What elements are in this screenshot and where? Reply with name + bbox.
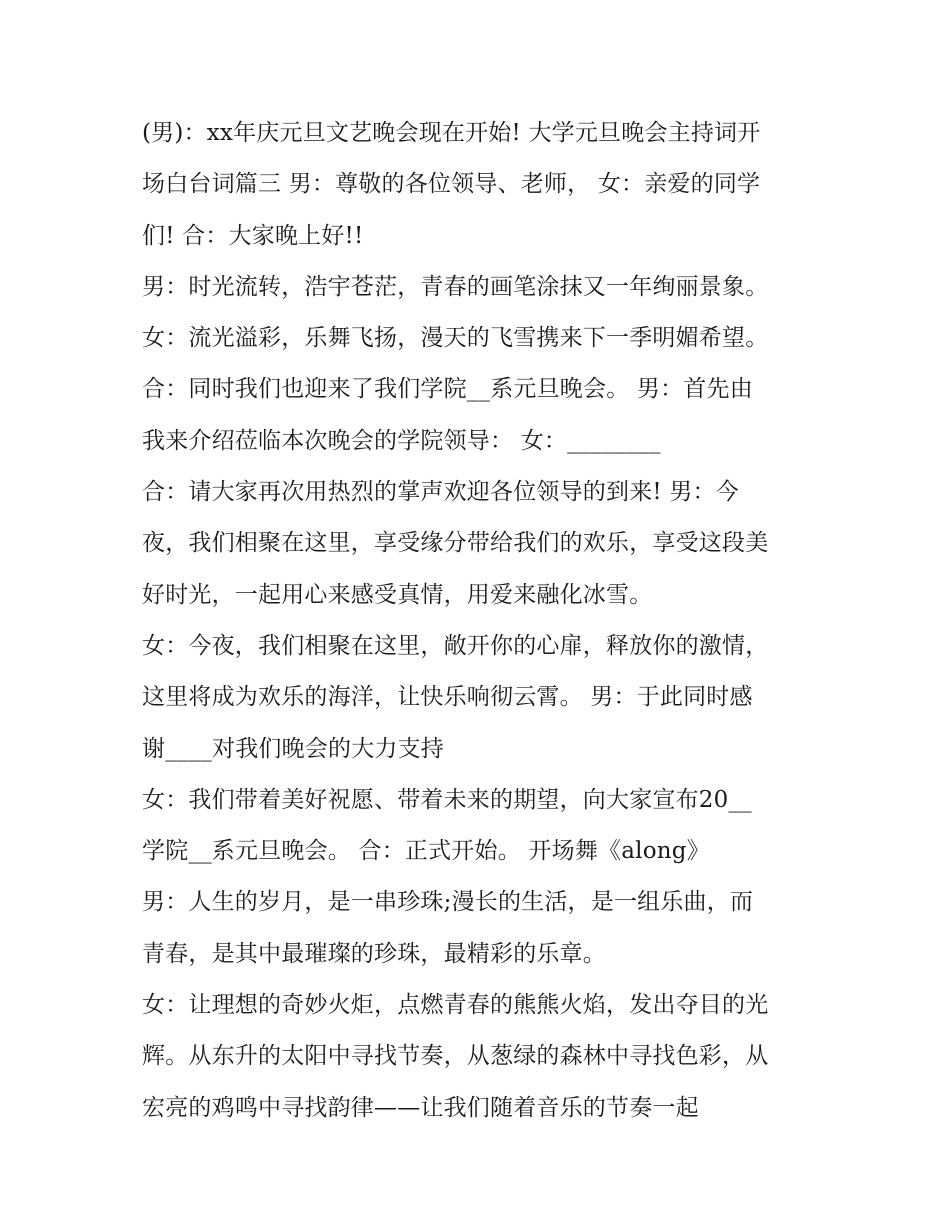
text-line: 宏亮的鸡鸣中寻找韵律——让我们随着音乐的节奏一起 xyxy=(142,1094,699,1121)
text-line: 合：请大家再次用热烈的掌声欢迎各位领导的到来! 男：今 xyxy=(142,479,739,506)
text-line: 青春，是其中最璀璨的珍珠，最精彩的乐章。 xyxy=(142,940,606,967)
text-line: 这里将成为欢乐的海洋，让快乐响彻云霄。 男：于此同时感 xyxy=(142,684,753,711)
text-line: 女：我们带着美好祝愿、带着未来的期望，向大家宣布20__ xyxy=(142,786,752,813)
text-line: 谢____对我们晚会的大力支持 xyxy=(142,735,444,762)
text-line: 场白台词篇三 男：尊敬的各位领导、老师， 女：亲爱的同学 xyxy=(142,171,761,198)
text-line: 女：今夜，我们相聚在这里，敞开你的心扉，释放你的激情， xyxy=(142,632,769,659)
text-line: 辉。从东升的太阳中寻找节奏，从葱绿的森林中寻找色彩，从 xyxy=(142,1043,769,1070)
text-line: 好时光，一起用心来感受真情，用爱来融化冰雪。 xyxy=(142,581,653,608)
text-line: 夜，我们相聚在这里，享受缘分带给我们的欢乐，享受这段美 xyxy=(142,530,769,557)
text-line: 们! 合：大家晚上好!! xyxy=(142,222,364,249)
text-line: 女：让理想的奇妙火炬，点燃青春的熊熊火焰，发出夺目的光 xyxy=(142,992,769,1019)
text-line: 男：时光流转，浩宇苍茫，青春的画笔涂抹又一年绚丽景象。 xyxy=(142,273,769,300)
text-line: 女：流光溢彩，乐舞飞扬，漫天的飞雪携来下一季明媚希望。 xyxy=(142,325,769,352)
text-line: 合：同时我们也迎来了我们学院__系元旦晚会。 男：首先由 xyxy=(142,376,753,403)
text-line: 男：人生的岁月，是一串珍珠;漫长的生活，是一组乐曲，而 xyxy=(142,889,754,916)
text-line: 我来介绍莅临本次晚会的学院领导： 女：________ xyxy=(142,427,661,454)
text-line: 学院__系元旦晚会。 合：正式开始。 开场舞《along》 xyxy=(142,838,710,865)
document-body xyxy=(142,108,822,1134)
text-line: (男)：xx年庆元旦文艺晚会现在开始! 大学元旦晚会主持词开 xyxy=(142,120,761,146)
